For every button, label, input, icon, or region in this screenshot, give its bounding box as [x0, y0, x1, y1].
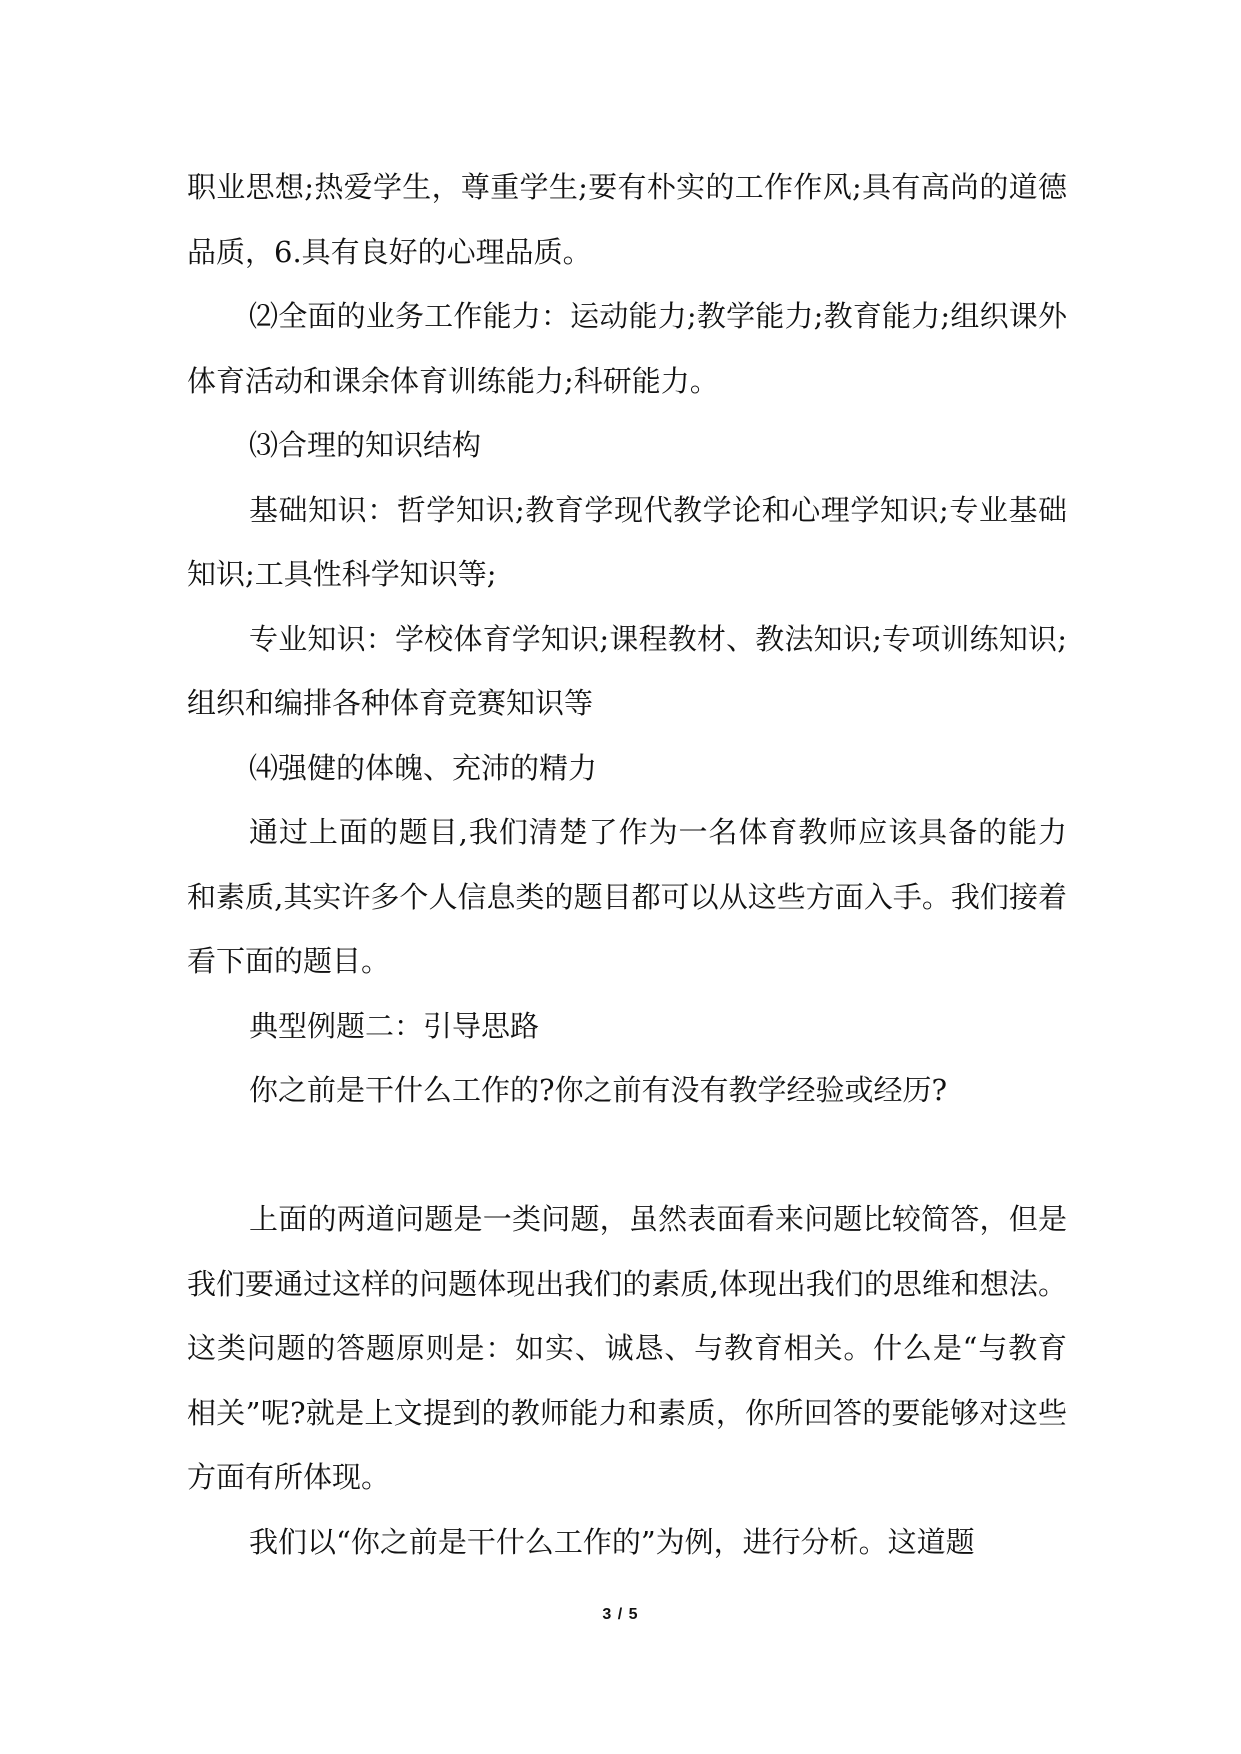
paragraph-knowledge-structure: ⑶合理的知识结构 [249, 428, 482, 462]
paragraph-continuation: 职业思想;热爱学生，尊重学生;要有朴实的工作作风;具有高尚的道德品质，6.具有良好的心理品质。 [187, 170, 1067, 269]
paragraph-basic-knowledge: 基础知识：哲学知识;教育学现代教学论和心理学知识;专业基础知识;工具性科学知识等; [187, 492, 1067, 591]
paragraph-professional-knowledge: 专业知识：学校体育学知识;课程教材、教法知识;专项训练知识;组织和编排各种体育竞赛知识等 [187, 621, 1067, 720]
page-number: 3 / 5 [602, 1606, 639, 1623]
paragraph-physique: ⑷强健的体魄、充沛的精力 [249, 750, 598, 785]
paragraph-example-two-heading: 典型例题二：引导思路 [249, 1008, 540, 1043]
page-body [187, 155, 1067, 1574]
blank-line [187, 1123, 1067, 1188]
paragraph-analysis-start: 我们以“你之前是干什么工作的”为例，进行分析。这道题 [249, 1524, 975, 1559]
paragraph-business-ability: ⑵全面的业务工作能力：运动能力;教学能力;教育能力;组织课外体育活动和课余体育训练能力;科研能力。 [187, 299, 1067, 398]
paragraph-summary: 通过上面的题目,我们清楚了作为一名体育教师应该具备的能力和素质,其实许多个人信息类的题目都可以从这些方面入手。我们接着看下面的题目。 [187, 815, 1067, 978]
paragraph-answer-principles: 上面的两道问题是一类问题，虽然表面看来问题比较简答，但是我们要通过这样的问题体现出我们的素质,体现出我们的思维和想法。这类问题的答题原则是：如实、诚恳、与教育相关。什么是“与教育相关”呢?就是上文提到的教师能力和素质，你所回答的要能够对这些方面有所体现。 [187, 1202, 1067, 1494]
paragraph-example-question: 你之前是干什么工作的?你之前有没有教学经验或经历? [249, 1073, 948, 1107]
